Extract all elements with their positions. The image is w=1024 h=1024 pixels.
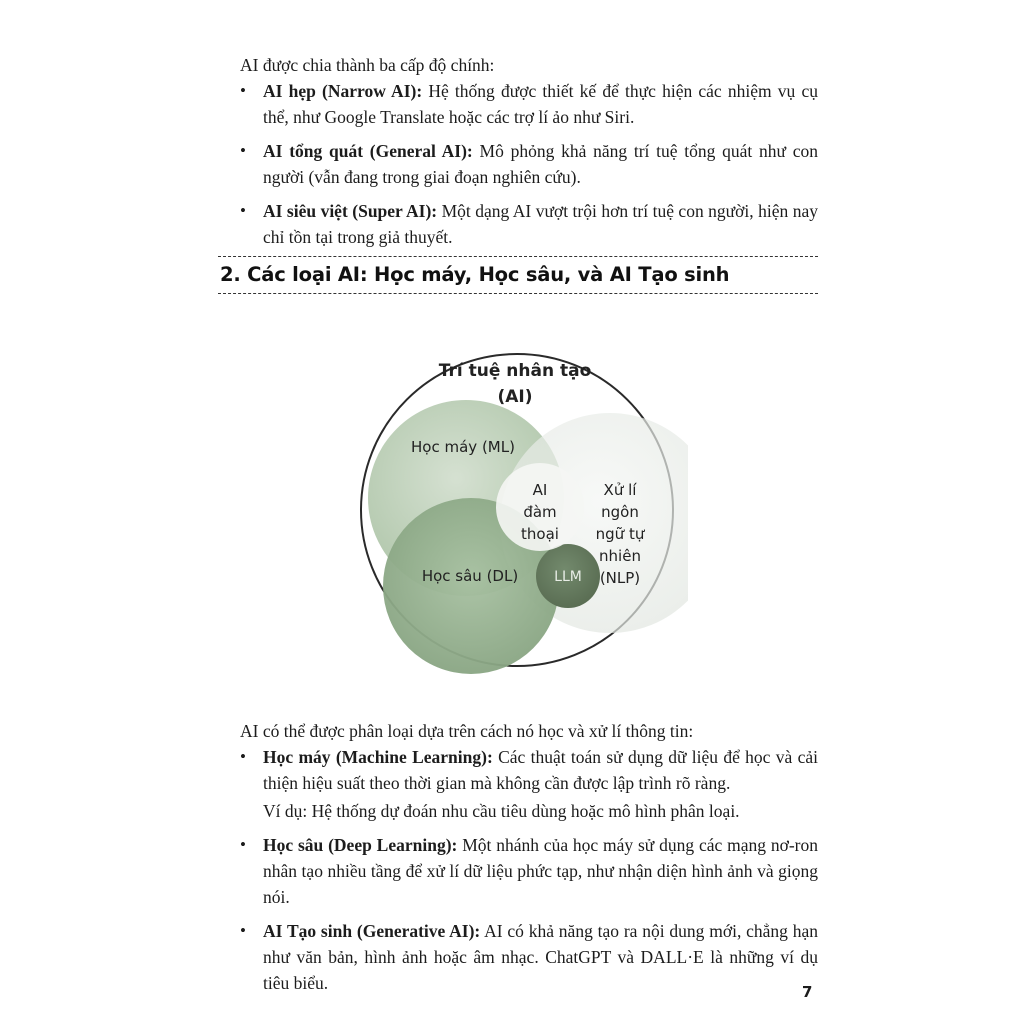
bullet-icon: • [240,141,246,160]
conversational-ai-label-3: thoại [521,525,559,543]
types-list [240,744,818,1004]
nlp-label-3: ngữ tự [595,525,645,543]
levels-intro: AI được chia thành ba cấp độ chính: [240,55,495,75]
ai-venn-diagram [358,318,688,708]
description: Mô phỏng khả năng trí tuệ tổng quát như con người (vẫn đang trong giai đoạn nghiên cứu). [263,141,818,187]
term: Học sâu (Deep Learning): [263,835,458,855]
bullet-icon: • [240,747,246,766]
types-intro: AI có thể được phân loại dựa trên cách nó học và xử lí thông tin: [240,721,694,741]
nlp-label-5: (NLP) [599,569,641,587]
description: Các thuật toán sử dụng dữ liệu để học và cải thiện hiệu suất theo thời gian mà không cần được lập trình rõ ràng. [263,747,818,793]
list-item [240,198,818,250]
ml-label: Học máy (ML) [411,438,515,456]
section-title: 2. Các loại AI: Học máy, Học sâu, và AI Tạo sinh [220,263,730,286]
term: AI Tạo sinh (Generative AI): [263,921,481,941]
ai-abbrev: (AI) [497,387,533,407]
dl-label: Học sâu (DL) [421,567,519,585]
conversational-ai-label-1: AI [532,481,548,499]
example: Ví dụ: Hệ thống dự đoán nhu cầu tiêu dùng hoặc mô hình phân loại. [263,801,740,821]
bullet-icon: • [240,201,246,220]
term: AI siêu việt (Super AI): [263,201,438,221]
conversational-ai-label-2: đàm [523,503,557,521]
llm-label: LLM [554,569,582,585]
list-item [240,78,818,130]
book-page [218,0,818,1024]
list-item [240,832,818,910]
list-item [240,138,818,190]
term: Học máy (Machine Learning): [263,747,493,767]
bullet-icon: • [240,921,246,940]
description: Một dạng AI vượt trội hơn trí tuệ con người, hiện nay chỉ tồn tại trong giả thuyết. [263,201,818,247]
description: Hệ thống được thiết kế để thực hiện các nhiệm vụ cụ thể, như Google Translate hoặc các trợ lí ảo như Siri. [263,81,818,127]
ai-title: Trí tuệ nhân tạo [438,361,592,381]
nlp-label-4: nhiên [599,547,641,565]
divider-top [218,256,818,257]
nlp-label-1: Xử lí [603,481,637,499]
nlp-label-2: ngôn [601,503,639,521]
divider-bottom [218,293,818,294]
list-item [240,744,818,824]
bullet-icon: • [240,81,246,100]
page-number: 7 [802,983,813,1001]
bullet-icon: • [240,835,246,854]
description: Một nhánh của học máy sử dụng các mạng nơ-ron nhân tạo nhiều tầng để xử lí dữ liệu phức tạp, như nhận diện hình ảnh và giọng nói. [263,835,818,907]
term: AI tổng quát (General AI): [263,141,473,161]
term: AI hẹp (Narrow AI): [263,81,423,101]
description: AI có khả năng tạo ra nội dung mới, chẳng hạn như văn bản, hình ảnh hoặc âm nhạc. ChatGPT và DALL·E là những ví dụ tiêu biểu. [263,921,818,993]
levels-list [240,78,818,258]
list-item [240,918,818,996]
